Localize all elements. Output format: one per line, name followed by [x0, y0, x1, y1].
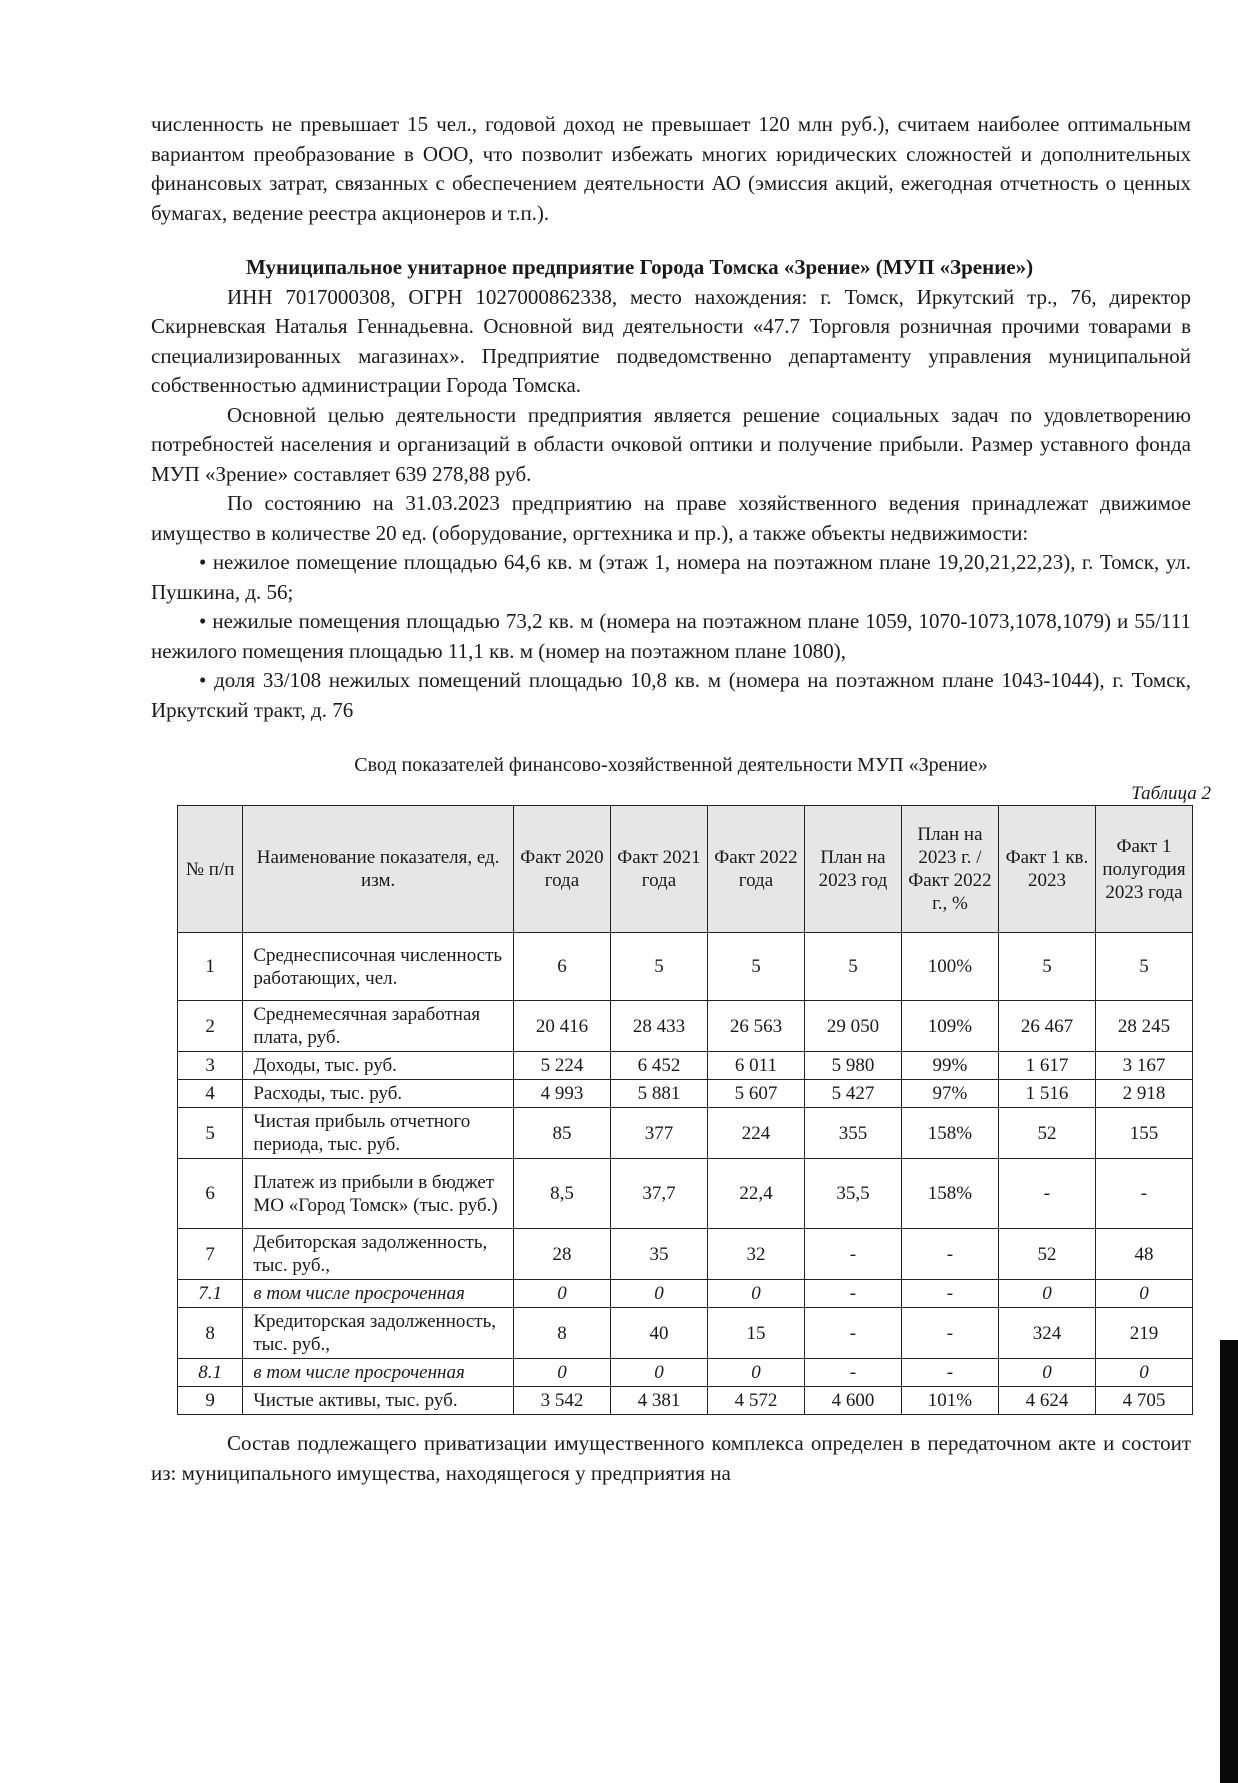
row-value-cell: 6 [513, 933, 610, 1001]
table-row [178, 1359, 1193, 1387]
table-row [178, 1387, 1193, 1415]
row-value-cell: 158% [901, 1108, 998, 1159]
document-page [151, 110, 1211, 1488]
row-indicator-name: в том числе просроченная [243, 1280, 514, 1308]
row-indicator-name: Дебиторская задолженность, тыс. руб., [243, 1229, 514, 1280]
row-value-cell: - [998, 1159, 1095, 1229]
row-value-cell: - [804, 1359, 901, 1387]
header-plan-fact-percent: План на 2023 г. / Факт 2022 г., % [901, 806, 998, 933]
table-row [178, 1001, 1193, 1052]
row-value-cell: 6 452 [610, 1052, 707, 1080]
row-value-cell: 2 918 [1095, 1080, 1192, 1108]
row-value-cell: 355 [804, 1108, 901, 1159]
row-value-cell: 5 [998, 933, 1095, 1001]
row-value-cell: 37,7 [610, 1159, 707, 1229]
row-value-cell: - [901, 1359, 998, 1387]
row-value-cell: 6 011 [707, 1052, 804, 1080]
row-value-cell: 35,5 [804, 1159, 901, 1229]
row-value-cell: 48 [1095, 1229, 1192, 1280]
row-number: 6 [178, 1159, 243, 1229]
row-value-cell: 5 980 [804, 1052, 901, 1080]
row-value-cell: - [901, 1280, 998, 1308]
row-value-cell: 5 224 [513, 1052, 610, 1080]
row-indicator-name: Кредиторская задолженность, тыс. руб., [243, 1308, 514, 1359]
table-row [178, 1108, 1193, 1159]
row-value-cell: - [901, 1229, 998, 1280]
bullet-icon: • [199, 550, 213, 574]
row-indicator-name: Чистая прибыль отчетного периода, тыс. руб. [243, 1108, 514, 1159]
row-value-cell: - [901, 1308, 998, 1359]
row-value-cell: 85 [513, 1108, 610, 1159]
table-header-row [178, 806, 1193, 933]
row-value-cell: 0 [513, 1280, 610, 1308]
row-value-cell: 8 [513, 1308, 610, 1359]
after-table-paragraph: Состав подлежащего приватизации имущественного комплекса определен в передаточном акте и состоит из: муниципального имущества, находящегося у предприятия на [151, 1431, 1191, 1485]
row-value-cell: 109% [901, 1001, 998, 1052]
table-row [178, 1280, 1193, 1308]
row-value-cell: 100% [901, 933, 998, 1001]
row-value-cell: - [804, 1280, 901, 1308]
row-indicator-name: Платеж из прибыли в бюджет МО «Город Томск» (тыс. руб.) [243, 1159, 514, 1229]
table-row [178, 1080, 1193, 1108]
row-value-cell: 4 993 [513, 1080, 610, 1108]
row-value-cell: 155 [1095, 1108, 1192, 1159]
table-row [178, 1229, 1193, 1280]
row-value-cell: 101% [901, 1387, 998, 1415]
row-indicator-name: Расходы, тыс. руб. [243, 1080, 514, 1108]
row-value-cell: 0 [998, 1280, 1095, 1308]
row-value-cell: - [804, 1308, 901, 1359]
row-value-cell: 5 [804, 933, 901, 1001]
row-value-cell: 1 516 [998, 1080, 1095, 1108]
row-value-cell: 8,5 [513, 1159, 610, 1229]
row-value-cell: 0 [707, 1359, 804, 1387]
row-indicator-name: Среднесписочная численность работающих, чел. [243, 933, 514, 1001]
company-info-paragraph: ИНН 7017000308, ОГРН 1027000862338, место нахождения: г. Томск, Иркутский тр., 76, директор Скирневская Наталья Геннадьевна. Основной вид деятельности «47.7 Торговля розничная прочими товарами в специализированных магазинах». Предприятие подведомственно департаменту управления муниципальной собственностью администрации Города Томска. [151, 284, 1191, 397]
row-value-cell: 4 705 [1095, 1387, 1192, 1415]
row-value-cell: 52 [998, 1229, 1095, 1280]
row-value-cell: 1 617 [998, 1052, 1095, 1080]
row-value-cell: 26 563 [707, 1001, 804, 1052]
table-number-label: Таблица 2 [1131, 783, 1211, 804]
row-value-cell: - [804, 1229, 901, 1280]
row-value-cell: 5 [707, 933, 804, 1001]
table-row [178, 1052, 1193, 1080]
row-value-cell: 4 600 [804, 1387, 901, 1415]
row-value-cell: 5 427 [804, 1080, 901, 1108]
header-indicator-name: Наименование показателя, ед. изм. [243, 806, 514, 933]
row-value-cell: 0 [610, 1280, 707, 1308]
row-value-cell: 32 [707, 1229, 804, 1280]
property-paragraph: По состоянию на 31.03.2023 предприятию на праве хозяйственного ведения принадлежат движимое имущество в количестве 20 ед. (оборудование, оргтехника и пр.), а также объекты недвижимости: [151, 491, 1191, 545]
row-value-cell: 28 433 [610, 1001, 707, 1052]
row-value-cell: 5 607 [707, 1080, 804, 1108]
table-row [178, 1159, 1193, 1229]
financial-indicators-table [177, 805, 1193, 1415]
row-value-cell: 35 [610, 1229, 707, 1280]
row-value-cell: 3 167 [1095, 1052, 1192, 1080]
row-value-cell: - [1095, 1159, 1192, 1229]
table-row [178, 933, 1193, 1001]
header-fact-2021: Факт 2021 года [610, 806, 707, 933]
header-number: № п/п [178, 806, 243, 933]
row-value-cell: 0 [1095, 1359, 1192, 1387]
header-fact-h1-2023: Факт 1 полугодия 2023 года [1095, 806, 1192, 933]
bullet-item: • доля 33/108 нежилых помещений площадью 10,8 кв. м (номера на поэтажном плане 1043-1044), г. Томск, Иркутский тракт, д. 76 [151, 668, 1191, 722]
row-value-cell: 324 [998, 1308, 1095, 1359]
row-number: 7 [178, 1229, 243, 1280]
row-indicator-name: Среднемесячная заработная плата, руб. [243, 1001, 514, 1052]
row-number: 5 [178, 1108, 243, 1159]
row-value-cell: 4 624 [998, 1387, 1095, 1415]
row-number: 7.1 [178, 1280, 243, 1308]
company-title: Муниципальное унитарное предприятие Города Томска «Зрение» (МУП «Зрение») [246, 255, 1034, 279]
table-row [178, 1308, 1193, 1359]
header-fact-2020: Факт 2020 года [513, 806, 610, 933]
row-value-cell: 99% [901, 1052, 998, 1080]
intro-paragraph: численность не превышает 15 чел., годовой доход не превышает 120 млн руб.), считаем наиболее оптимальным вариантом преобразование в ООО, что позволит избежать многих юридических сложностей и дополнительных финансовых затрат, связанных с обеспечением деятельности АО (эмиссия акций, ежегодная отчетность о ценных бумагах, ведение реестра акционеров и т.п.). [151, 112, 1191, 225]
row-value-cell: 4 381 [610, 1387, 707, 1415]
row-value-cell: 377 [610, 1108, 707, 1159]
row-number: 1 [178, 933, 243, 1001]
row-number: 8 [178, 1308, 243, 1359]
row-value-cell: 158% [901, 1159, 998, 1229]
bullet-item: • нежилые помещения площадью 73,2 кв. м (номера на поэтажном плане 1059, 1070-1073,1078,1079) и 55/111 нежилого помещения площадью 11,1 кв. м (номер на поэтажном плане 1080), [151, 609, 1191, 663]
goal-paragraph: Основной целью деятельности предприятия является решение социальных задач по удовлетворению потребностей населения и организаций в области очковой оптики и получение прибыли. Размер уставного фонда МУП «Зрение» составляет 639 278,88 руб. [151, 402, 1191, 486]
scan-edge-shadow [1220, 1340, 1238, 1783]
row-value-cell: 224 [707, 1108, 804, 1159]
row-value-cell: 28 [513, 1229, 610, 1280]
row-value-cell: 15 [707, 1308, 804, 1359]
row-value-cell: 0 [998, 1359, 1095, 1387]
row-value-cell: 20 416 [513, 1001, 610, 1052]
row-number: 4 [178, 1080, 243, 1108]
row-value-cell: 97% [901, 1080, 998, 1108]
bullet-icon: • [199, 668, 215, 692]
row-value-cell: 0 [513, 1359, 610, 1387]
row-value-cell: 5 [610, 933, 707, 1001]
row-value-cell: 4 572 [707, 1387, 804, 1415]
row-value-cell: 0 [610, 1359, 707, 1387]
row-indicator-name: в том числе просроченная [243, 1359, 514, 1387]
row-value-cell: 5 [1095, 933, 1192, 1001]
row-indicator-name: Доходы, тыс. руб. [243, 1052, 514, 1080]
bullet-icon: • [199, 609, 213, 633]
row-value-cell: 3 542 [513, 1387, 610, 1415]
row-value-cell: 40 [610, 1308, 707, 1359]
table-caption: Свод показателей финансово-хозяйственной деятельности МУП «Зрение» [354, 754, 988, 776]
row-number: 8.1 [178, 1359, 243, 1387]
row-value-cell: 219 [1095, 1308, 1192, 1359]
row-value-cell: 26 467 [998, 1001, 1095, 1052]
header-plan-2023: План на 2023 год [804, 806, 901, 933]
row-value-cell: 52 [998, 1108, 1095, 1159]
row-number: 9 [178, 1387, 243, 1415]
row-value-cell: 0 [707, 1280, 804, 1308]
row-value-cell: 28 245 [1095, 1001, 1192, 1052]
row-value-cell: 29 050 [804, 1001, 901, 1052]
row-indicator-name: Чистые активы, тыс. руб. [243, 1387, 514, 1415]
row-value-cell: 22,4 [707, 1159, 804, 1229]
row-number: 2 [178, 1001, 243, 1052]
bullet-item: • нежилое помещение площадью 64,6 кв. м (этаж 1, номера на поэтажном плане 19,20,21,22,23), г. Томск, ул. Пушкина, д. 56; [151, 550, 1192, 604]
row-number: 3 [178, 1052, 243, 1080]
row-value-cell: 0 [1095, 1280, 1192, 1308]
header-fact-2022: Факт 2022 года [707, 806, 804, 933]
header-fact-q1-2023: Факт 1 кв. 2023 [998, 806, 1095, 933]
row-value-cell: 5 881 [610, 1080, 707, 1108]
